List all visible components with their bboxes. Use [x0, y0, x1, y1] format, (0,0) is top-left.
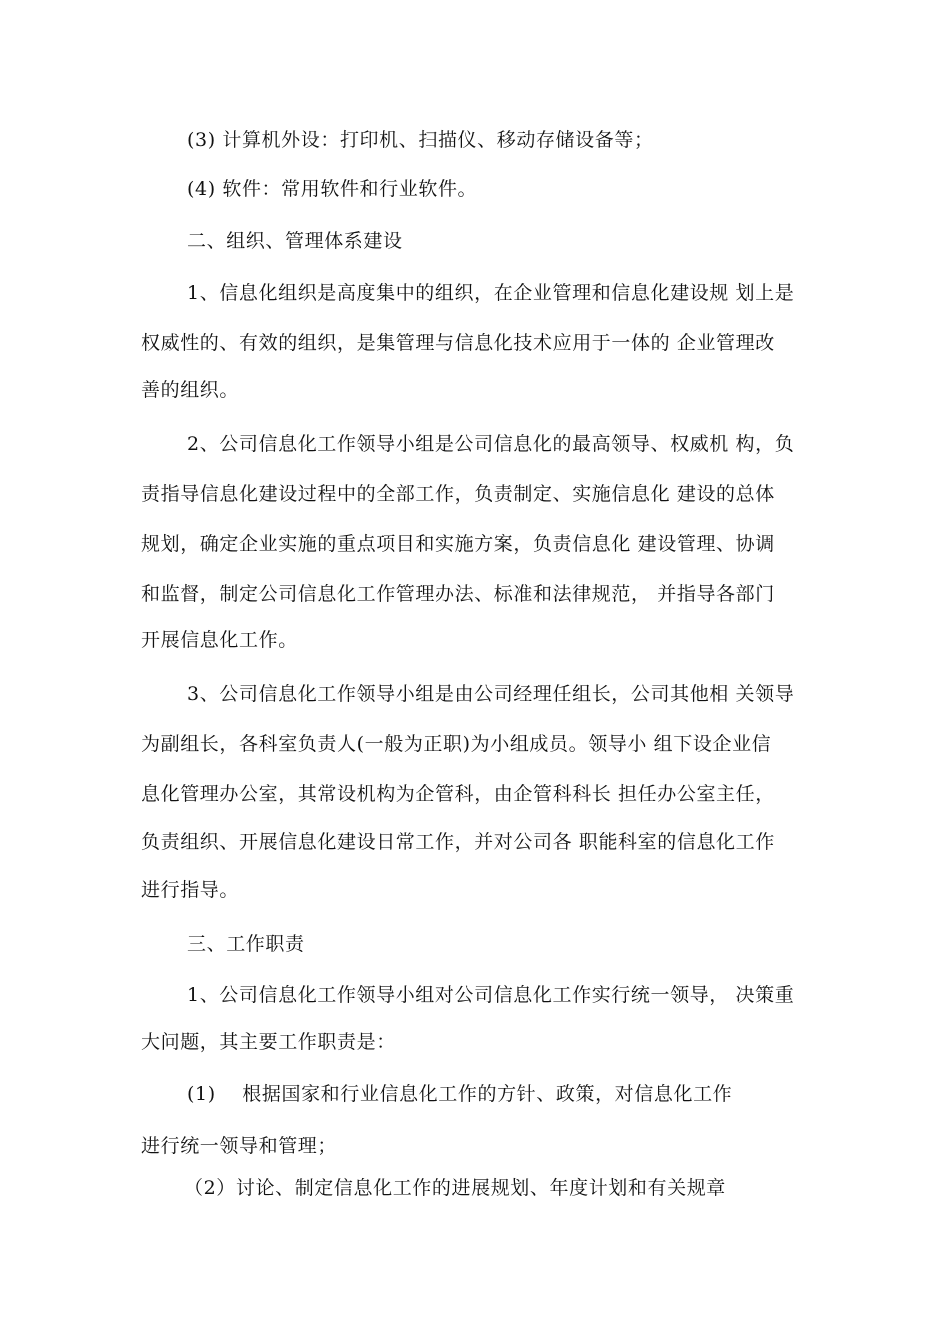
paragraph-line: 大问题，其主要工作职责是：: [141, 1031, 396, 1053]
paragraph-line: 开展信息化工作。: [141, 629, 298, 651]
paragraph-line: (1) 根据国家和行业信息化工作的方针、政策，对信息化工作: [187, 1083, 733, 1105]
paragraph-line: 2、公司信息化工作领导小组是公司信息化的最高领导、权威机 构，负: [187, 433, 795, 455]
paragraph-line: 1、公司信息化工作领导小组对公司信息化工作实行统一领导， 决策重: [187, 984, 795, 1006]
paragraph-line: 3、公司信息化工作领导小组是由公司经理任组长，公司其他相 关领导: [187, 683, 795, 705]
paragraph-line: 规划，确定企业实施的重点项目和实施方案，负责信息化 建设管理、协调: [141, 533, 775, 555]
paragraph-line: 为副组长，各科室负责人(一般为正职)为小组成员。领导小 组下设企业信: [141, 733, 772, 755]
paragraph-line: 进行统一领导和管理；: [141, 1135, 338, 1157]
paragraph-line: （2）讨论、制定信息化工作的进展规划、年度计划和有关规章: [184, 1177, 726, 1199]
paragraph-line: 权威性的、有效的组织，是集管理与信息化技术应用于一体的 企业管理改: [141, 332, 775, 354]
paragraph-line: 善的组织。: [141, 379, 240, 401]
paragraph-line: 息化管理办公室，其常设机构为企管科，由企管科科长 担任办公室主任，: [141, 783, 775, 805]
paragraph-line: 负责组织、开展信息化建设日常工作，并对公司各 职能科室的信息化工作: [141, 831, 775, 853]
paragraph-line: (3) 计算机外设：打印机、扫描仪、移动存储设备等；: [187, 129, 654, 151]
paragraph-line: (4) 软件：常用软件和行业软件。: [187, 178, 478, 200]
paragraph-line: 和监督，制定公司信息化工作管理办法、标准和法律规范， 并指导各部门: [141, 583, 775, 605]
paragraph-line: 进行指导。: [141, 879, 240, 901]
section-heading: 二、组织、管理体系建设: [187, 230, 403, 252]
paragraph-line: 1、信息化组织是高度集中的组织，在企业管理和信息化建设规 划上是: [187, 282, 795, 304]
section-heading: 三、工作职责: [187, 933, 305, 955]
paragraph-line: 责指导信息化建设过程中的全部工作，负责制定、实施信息化 建设的总体: [141, 483, 775, 505]
